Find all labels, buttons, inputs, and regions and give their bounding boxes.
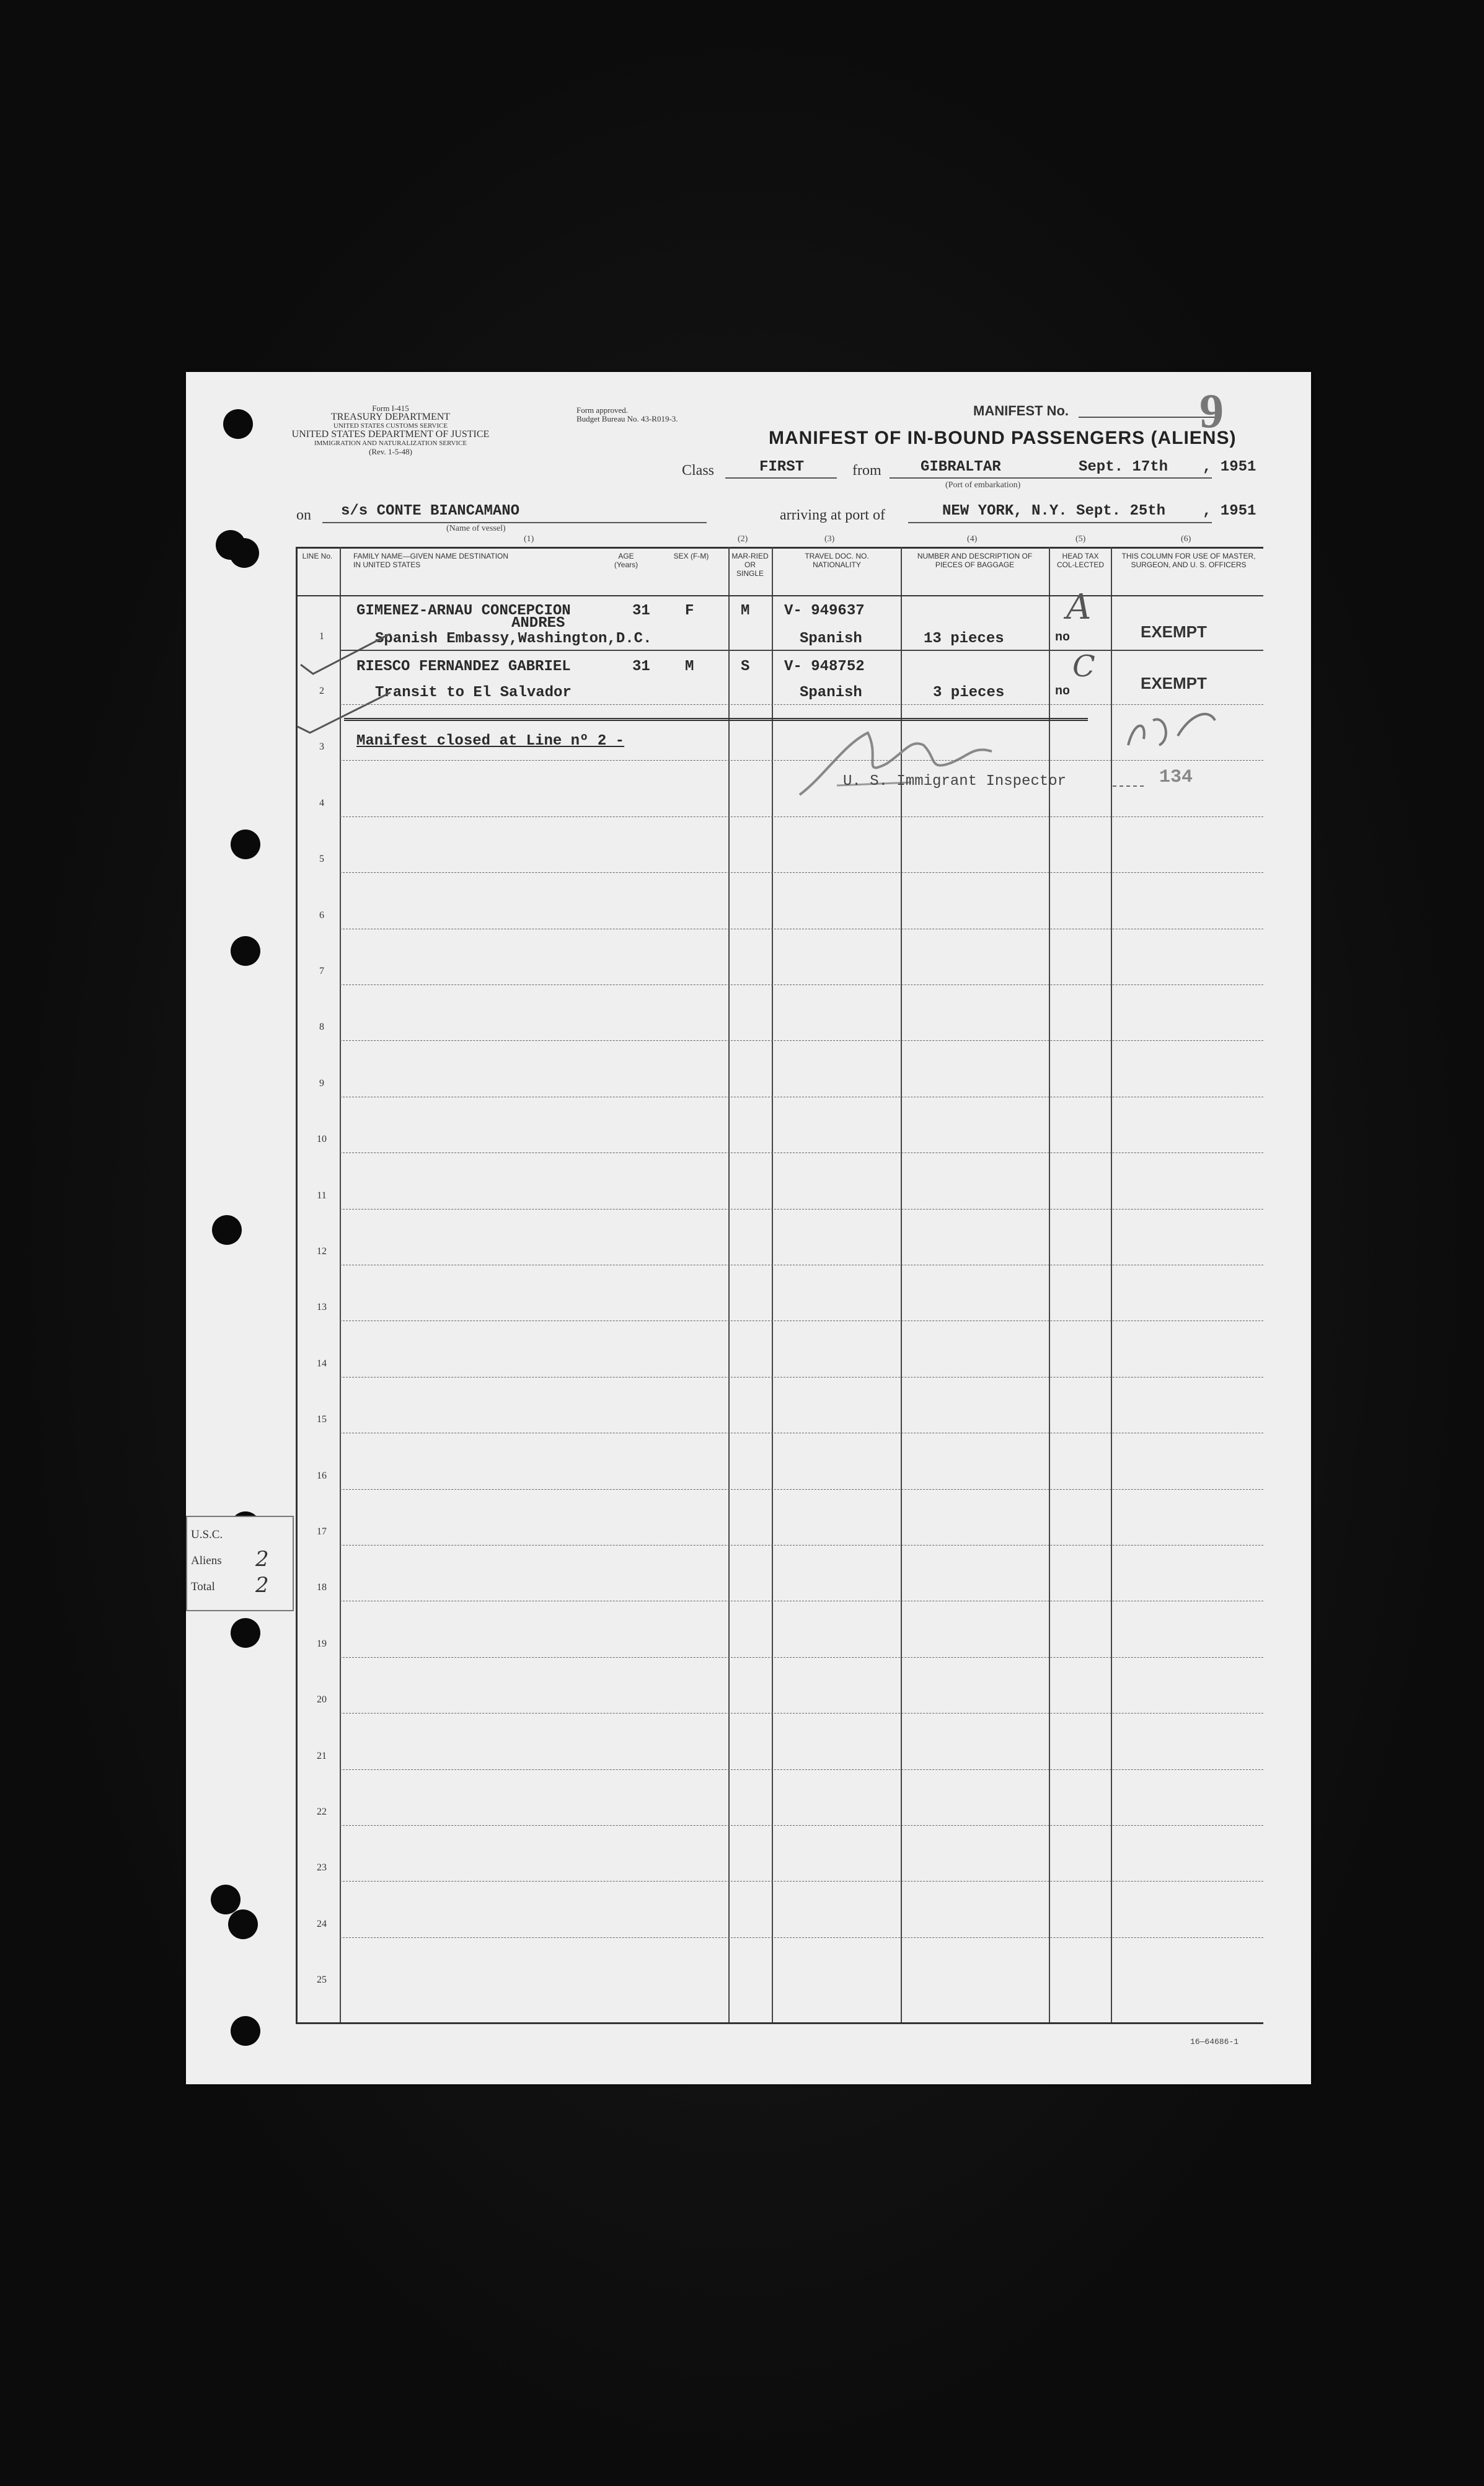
port-caption: (Port of embarkation) <box>945 480 1021 490</box>
passenger-2-baggage: 3 pieces <box>933 684 1005 701</box>
line-number: 6 <box>319 909 324 921</box>
row-divider <box>340 760 1263 761</box>
line-number: 12 <box>317 1246 327 1257</box>
line-number: 19 <box>317 1638 327 1649</box>
header-head-tax: HEAD TAX COL-LECTED <box>1056 552 1104 569</box>
line-number: 5 <box>319 854 324 865</box>
binder-hole-8 <box>231 1618 260 1648</box>
dept-ins: IMMIGRATION AND NATURALIZATION SERVICE <box>314 440 467 447</box>
row-divider <box>340 1489 1263 1490</box>
row-divider <box>340 816 1263 817</box>
dept-treasury: TREASURY DEPARTMENT <box>330 412 451 422</box>
line-number: 18 <box>317 1582 327 1593</box>
colnum-2: (2) <box>738 534 748 544</box>
binder-hole-1 <box>223 409 253 439</box>
line-number: 22 <box>317 1807 327 1817</box>
passenger-1-check-mark: A <box>1066 587 1092 627</box>
tally-aliens-value: 2 <box>255 1547 269 1572</box>
passenger-1-head-tax: no <box>1055 630 1071 645</box>
row-divider <box>340 1881 1263 1882</box>
passenger-2-age: 31 <box>632 658 650 675</box>
closing-note: Manifest closed at Line nº 2 - <box>356 733 625 750</box>
colnum-3: (3) <box>824 534 835 544</box>
line-number: 10 <box>317 1134 327 1145</box>
header-married: MAR-RIED OR SINGLE <box>731 552 769 578</box>
row-divider <box>340 1377 1263 1378</box>
passenger-1-travel-doc: V- 949637 <box>784 603 865 619</box>
line-number: 3 <box>319 741 324 753</box>
binder-hole-3 <box>229 538 259 568</box>
approval-block <box>576 406 731 423</box>
row-divider <box>340 704 1263 705</box>
table-top-border <box>298 547 1263 549</box>
passenger-1-name: GIMENEZ-ARNAU CONCEPCION <box>356 603 571 619</box>
line-number: 2 <box>319 686 324 696</box>
header-line-no: LINE No. <box>302 552 333 560</box>
inspector-dash <box>1113 785 1144 787</box>
passenger-2-sex: M <box>685 658 694 675</box>
binder-hole-6 <box>212 1215 242 1245</box>
row-divider <box>340 1152 1263 1153</box>
row-divider <box>340 1545 1263 1546</box>
line-number: 16 <box>317 1470 327 1481</box>
manifest-number-label: MANIFEST No. <box>973 403 1069 418</box>
line-number: 23 <box>317 1862 327 1873</box>
header-age: AGE (Years) <box>614 552 638 569</box>
passenger-1-age: 31 <box>632 603 650 619</box>
line-number: 8 <box>319 1022 324 1033</box>
tally-aliens-label: Aliens <box>191 1554 222 1567</box>
from-date: Sept. 17th <box>1079 459 1168 476</box>
from-year: , 1951 <box>1203 459 1257 476</box>
passenger-2-officer-stamp: EXEMPT <box>1141 674 1207 692</box>
colnum-1: (1) <box>524 534 534 544</box>
line-number: 1 <box>319 631 324 642</box>
passenger-1-sex: F <box>685 603 694 619</box>
header-officers: THIS COLUMN FOR USE OF MASTER, SURGEON, AND U. S. OFFICERS <box>1121 552 1256 569</box>
vessel-caption: (Name of vessel) <box>446 524 506 533</box>
passenger-2-travel-doc: V- 948752 <box>784 658 865 675</box>
class-value: FIRST <box>759 459 805 476</box>
col-divider-line <box>340 547 341 2022</box>
passenger-1-baggage: 13 pieces <box>924 630 1004 647</box>
vessel-name: s/s CONTE BIANCAMANO <box>341 503 520 520</box>
class-label: Class <box>682 462 715 479</box>
arrival-year: , 1951 <box>1203 503 1257 520</box>
tally-usc-label: U.S.C. <box>191 1528 223 1541</box>
line-number: 7 <box>319 966 324 976</box>
row-divider <box>340 1657 1263 1658</box>
passenger-1-destination: Spanish Embassy,Washington,D.C. <box>375 630 652 647</box>
arriving-label: arriving at port of <box>780 507 885 523</box>
row-divider <box>340 1825 1263 1826</box>
binder-hole-4 <box>231 829 260 859</box>
col-divider-officers <box>1111 547 1112 2022</box>
manifest-number-stamp: 9 <box>1199 384 1224 438</box>
row-divider <box>340 650 1263 651</box>
line-number: 15 <box>317 1414 327 1425</box>
binder-hole-9 <box>211 1885 241 1914</box>
tally-total-label: Total <box>191 1580 215 1593</box>
line-number: 17 <box>317 1526 327 1537</box>
manifest-page <box>186 372 1311 2084</box>
passenger-2-head-tax: no <box>1055 684 1071 699</box>
line-number: 13 <box>317 1302 327 1313</box>
line-number: 11 <box>317 1190 327 1201</box>
line-number: 9 <box>319 1077 324 1089</box>
dept-customs: UNITED STATES CUSTOMS SERVICE <box>333 422 448 430</box>
stamp-number: 134 <box>1159 767 1193 788</box>
line-number: 14 <box>317 1358 327 1369</box>
header-travel-doc: TRAVEL DOC. NO. NATIONALITY <box>805 552 869 569</box>
passenger-1-marital: M <box>741 603 750 619</box>
tally-box <box>186 1516 294 1611</box>
col-divider-travel <box>772 547 773 2022</box>
tally-total-value: 2 <box>255 1573 269 1598</box>
row-divider <box>340 1209 1263 1210</box>
passenger-1-nationality: Spanish <box>800 630 862 647</box>
arrival-port: NEW YORK, N.Y. Sept. 25th <box>942 503 1166 520</box>
manifest-title: MANIFEST OF IN-BOUND PASSENGERS (ALIENS) <box>769 428 1237 448</box>
binder-hole-11 <box>231 2016 260 2046</box>
row-divider <box>340 984 1263 985</box>
colnum-6: (6) <box>1181 534 1191 544</box>
row-divider <box>340 1937 1263 1938</box>
form-code: 16—64686-1 <box>1190 2037 1239 2046</box>
col-divider-headtax <box>1049 547 1050 2022</box>
header-baggage: NUMBER AND DESCRIPTION OF PIECES OF BAGGAGE <box>917 552 1033 569</box>
binder-hole-5 <box>231 936 260 966</box>
on-label: on <box>296 507 311 523</box>
line-number: 21 <box>317 1750 327 1761</box>
line-number: 24 <box>317 1918 327 1929</box>
line-number: 25 <box>317 1975 327 1986</box>
passenger-2-nationality: Spanish <box>800 684 862 701</box>
handwritten-initials <box>1122 702 1221 758</box>
line-number: 4 <box>319 797 324 808</box>
passenger-1-name-cont: ANDRES <box>511 615 565 632</box>
header-sex: SEX (F-M) <box>673 552 709 560</box>
form-number: Form I-415 <box>372 404 409 413</box>
inspector-title: U. S. Immigrant Inspector <box>843 773 1067 790</box>
passenger-table <box>296 547 1263 2024</box>
line-number: 20 <box>317 1694 327 1705</box>
header-name: FAMILY NAME—GIVEN NAME DESTINATION IN UNITED STATES <box>353 552 509 569</box>
from-label: from <box>852 462 881 479</box>
colnum-5: (5) <box>1075 534 1086 544</box>
from-port: GIBRALTAR <box>921 459 1001 476</box>
dept-justice: UNITED STATES DEPARTMENT OF JUSTICE <box>291 429 490 440</box>
passenger-2-marital: S <box>741 658 750 675</box>
row-divider <box>340 1040 1263 1041</box>
binder-hole-10 <box>228 1909 258 1939</box>
passenger-2-name: RIESCO FERNANDEZ GABRIEL <box>356 658 571 675</box>
form-revision: (Rev. 1-5-48) <box>369 447 412 456</box>
form-approved: Form approved. <box>576 405 629 415</box>
budget-bureau: Budget Bureau No. 43-R019-3. <box>576 414 678 423</box>
row-divider <box>340 1320 1263 1321</box>
row-divider <box>340 1713 1263 1714</box>
passenger-2-destination: Transit to El Salvador <box>375 684 572 701</box>
passenger-2-check-mark: C <box>1072 649 1095 684</box>
col-divider-married <box>728 547 730 2022</box>
row-divider <box>340 1769 1263 1770</box>
row-divider <box>340 872 1263 873</box>
passenger-1-officer-stamp: EXEMPT <box>1141 622 1207 641</box>
colnum-4: (4) <box>967 534 978 544</box>
form-agency-block <box>291 404 490 456</box>
header-bottom-border <box>298 595 1263 596</box>
